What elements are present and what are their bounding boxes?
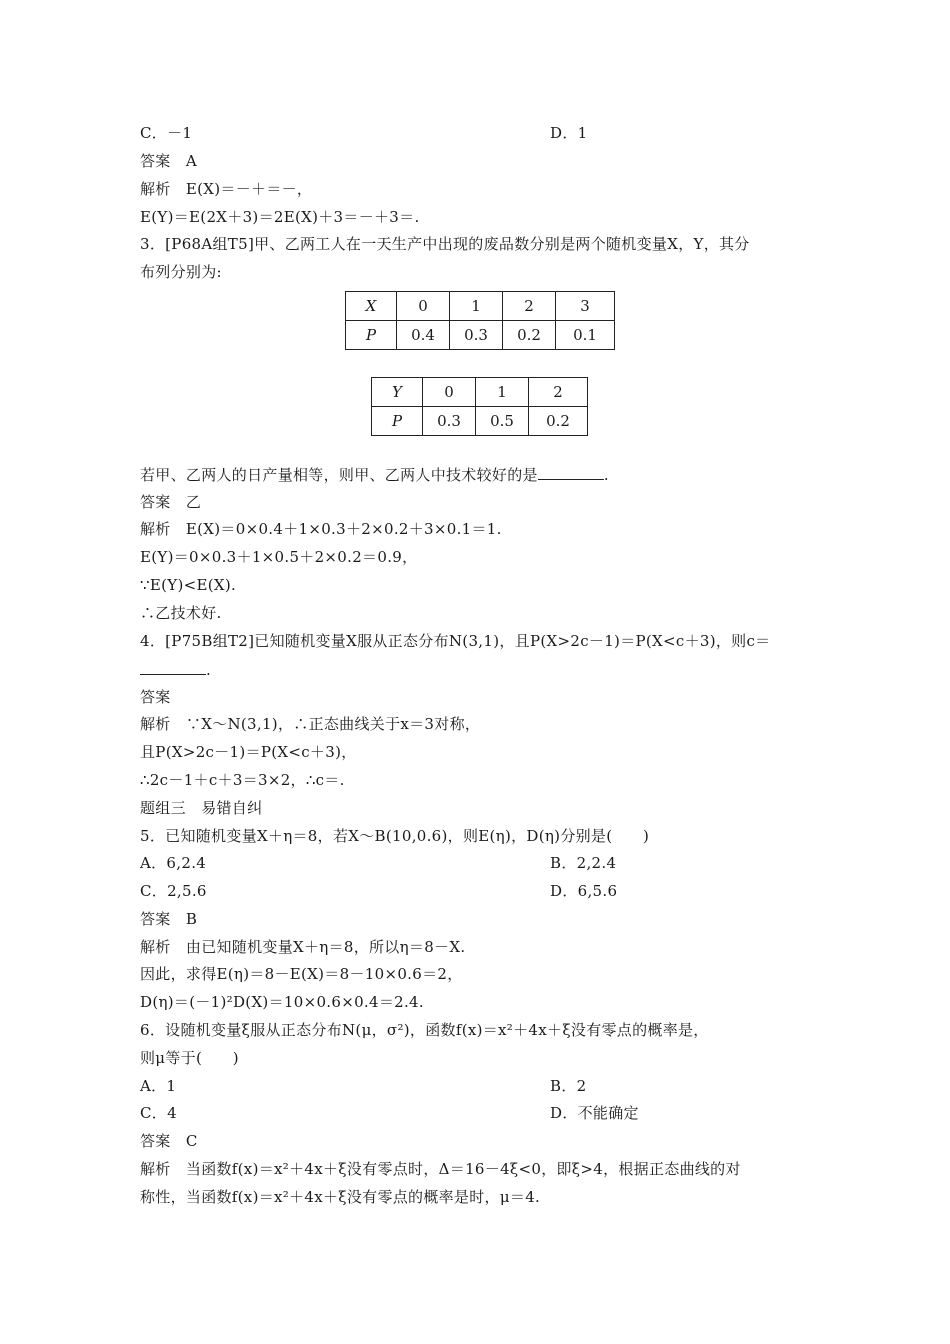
analysis-line: 因此，求得E(η)＝8－E(X)＝8－10×0.6＝2，	[140, 965, 463, 983]
period: .	[603, 466, 609, 484]
option-row	[140, 1103, 639, 1123]
analysis-line: ∴乙技术好.	[140, 604, 222, 622]
table-cell: 3	[556, 292, 615, 321]
section-heading: 题组三 易错自纠	[140, 799, 263, 817]
option-row	[140, 853, 617, 873]
table-cell: 0.3	[423, 407, 476, 436]
question-6-cont: 则μ等于( )	[140, 1049, 239, 1067]
question-3: 3．[P68A组T5]甲、乙两工人在一天生产中出现的废品数分别是两个随机变量X，Y，其分	[140, 235, 750, 253]
table-row	[346, 292, 615, 321]
table-row	[372, 378, 588, 407]
analysis-line: ∴2c－1＋c＋3＝3×2，∴c＝.	[140, 771, 345, 789]
option-row	[140, 881, 618, 901]
question-3-cont: 布列分别为:	[140, 263, 222, 281]
answer-line: 答案 A	[140, 152, 198, 170]
table-cell: 2	[529, 378, 588, 407]
table-cell: Y	[372, 378, 423, 407]
analysis-line: E(Y)＝0×0.3＋1×0.5＋2×0.2＝0.9，	[140, 548, 418, 566]
option-a: A．6,2.4	[140, 854, 207, 872]
analysis-line: 解析 由已知随机变量X＋η＝8，所以η＝8－X.	[140, 938, 466, 956]
table-cell: 0.1	[556, 321, 615, 350]
option-c-text: C．－1	[140, 124, 193, 142]
table-cell: 0.3	[450, 321, 503, 350]
option-c: C．2,5.6	[140, 882, 207, 900]
option-c: C．4	[140, 1104, 177, 1122]
analysis-line: E(Y)＝E(2X＋3)＝2E(X)＋3＝－＋3＝.	[140, 208, 420, 226]
table-cell: P	[346, 321, 397, 350]
question-4-blank	[140, 659, 211, 680]
option-b: B．2	[550, 1077, 587, 1095]
question-6: 6．设随机变量ξ服从正态分布N(μ，σ²)，函数f(x)＝x²＋4x＋ξ没有零点的概率是，	[140, 1021, 709, 1039]
option-d: D．1	[550, 124, 588, 142]
answer-line: 答案	[140, 688, 171, 706]
table-cell: 0.2	[503, 321, 556, 350]
option-b: B．2,2.4	[550, 854, 617, 872]
analysis-line: 解析 E(X)＝0×0.4＋1×0.3＋2×0.2＋3×0.1＝1.	[140, 520, 502, 538]
question-5: 5．已知随机变量X＋η＝8，若X～B(10,0.6)，则E(η)，D(η)分别是( )	[140, 827, 650, 845]
distribution-table-y	[371, 377, 588, 436]
answer-blank	[140, 659, 206, 675]
table-row	[346, 321, 615, 350]
option-c	[140, 123, 588, 143]
analysis-line: 且P(X>2c－1)＝P(X<c＋3)，	[140, 743, 357, 761]
analysis-line: 解析 E(X)＝－＋＝－，	[140, 180, 313, 198]
table-cell: X	[346, 292, 397, 321]
analysis-line: ∵E(Y)<E(X).	[140, 576, 237, 594]
table-cell: 0	[423, 378, 476, 407]
table-cell: 0.2	[529, 407, 588, 436]
analysis-line: 解析 ∵X～N(3,1)，∴正态曲线关于x＝3对称，	[140, 715, 481, 733]
table-cell: 0.5	[476, 407, 529, 436]
period: .	[206, 661, 212, 679]
answer-line: 答案 乙	[140, 493, 202, 511]
analysis-line: 称性，当函数f(x)＝x²＋4x＋ξ没有零点的概率是时，μ＝4.	[140, 1188, 541, 1206]
distribution-table-x	[345, 291, 615, 350]
prompt-text: 若甲、乙两人的日产量相等，则甲、乙两人中技术较好的是	[140, 466, 538, 484]
answer-line: 答案 B	[140, 910, 198, 928]
table-cell: 0	[397, 292, 450, 321]
table-row	[372, 407, 588, 436]
table-cell: 1	[450, 292, 503, 321]
option-row	[140, 1076, 587, 1096]
question-4: 4．[P75B组T2]已知随机变量X服从正态分布N(3,1)，且P(X>2c－1)＝P(X<c＋3)，则c＝	[140, 632, 771, 650]
option-d: D．6,5.6	[550, 882, 618, 900]
question-3-prompt	[140, 464, 609, 485]
option-a: A．1	[140, 1077, 177, 1095]
answer-blank	[538, 464, 604, 480]
table-cell: 1	[476, 378, 529, 407]
option-d: D．不能确定	[550, 1104, 639, 1122]
table-cell: 0.4	[397, 321, 450, 350]
table-cell: P	[372, 407, 423, 436]
table-cell: 2	[503, 292, 556, 321]
analysis-line: 解析 当函数f(x)＝x²＋4x＋ξ没有零点时，Δ＝16－4ξ<0，即ξ>4，根据正态曲线的对	[140, 1160, 741, 1178]
analysis-line: D(η)＝(－1)²D(X)＝10×0.6×0.4＝2.4.	[140, 993, 424, 1011]
answer-line: 答案 C	[140, 1132, 198, 1150]
